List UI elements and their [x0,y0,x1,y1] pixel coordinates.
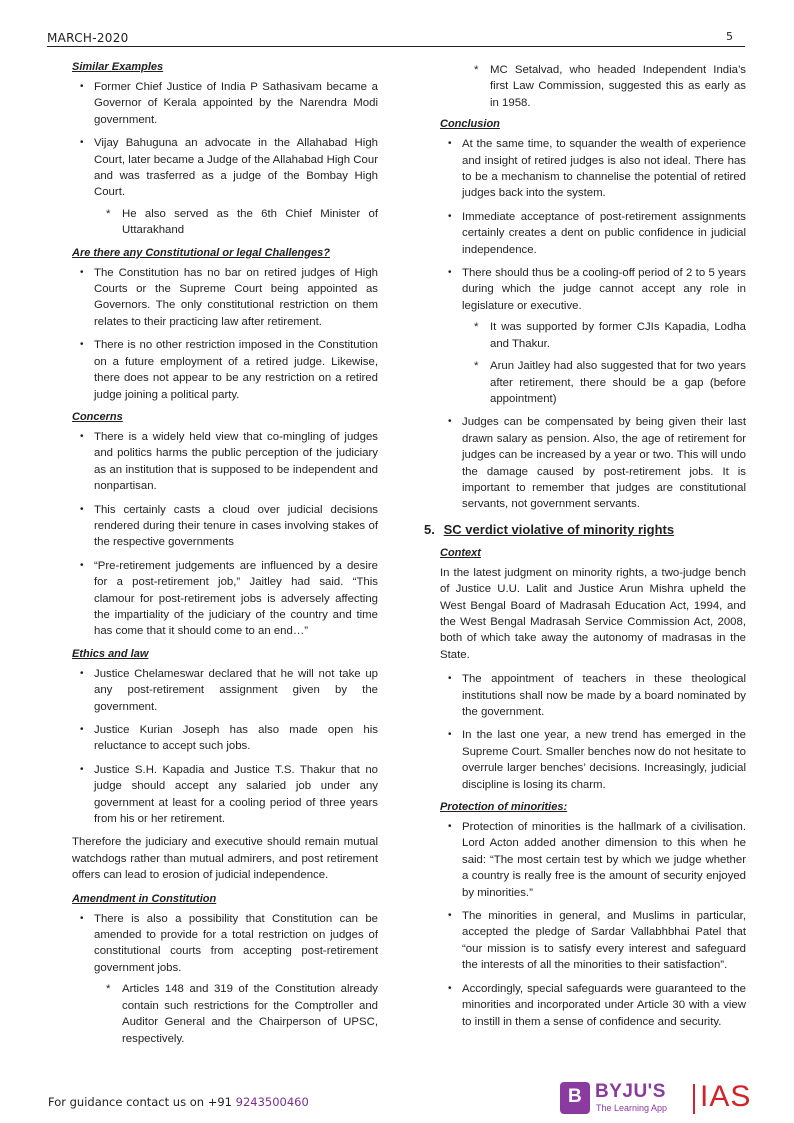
page-number: 5 [726,30,733,43]
bullet-icon: • [80,763,84,775]
section-number: 5. [424,521,435,537]
list-item: • Immediate acceptance of post-retirement assignments certainly creates a dent on public confidence in judicial independence. [448,210,746,256]
list-item: • The minorities in general, and Muslims in particular, accepted the pledge of Sardar Vallabhbhai Patel that “our mission is to satisfy every interest and safeguard the interests of all the minorities to their satisfaction”. [448,910,746,972]
heading-conclusion: Conclusion [440,118,500,131]
challenges-list [70,265,378,403]
bullet-icon: • [80,503,84,515]
bullet-icon: • [80,912,84,924]
bullet-icon: • [448,729,452,741]
sub-list [94,206,378,239]
section-title: SC verdict violative of minority rights [443,521,675,537]
heading-ethics-and-law: Ethics and law [72,647,149,660]
bullet-icon: • [80,559,84,571]
list-item: • “Pre-retirement judgements are influenced by a desire for a post-retirement job,” Jaitley had said. “This clamour for post-retirement jobs is adversely affecting the impartiality of the judiciary of the country and time has come that it should come to an end…” [80,559,378,638]
heading-amendment: Amendment in Constitution [72,892,217,905]
list-item: • There should thus be a cooling-off period of 2 to 5 years during which the judge cannot accept any role in legislature or executive. * It was supported by former CJIs Kapadia, Lodha and Thakur. * Arun Jaitley had also suggested that for two years after retirement, there should be a gap (before appointment) [462,265,746,407]
sub-list-item: * MC Setalvad, who headed Independent India’s first Law Commission, suggested this as early as in 1958. [474,64,746,109]
logo-ias: IAS [700,1080,752,1113]
asterisk-icon: * [106,207,111,220]
bullet-icon: • [448,821,452,833]
byjus-ias-logo [560,1082,750,1118]
list-item: • This certainly casts a cloud over judicial decisions rendered during their tenure in cases involving stakes of the respective governments [80,503,378,549]
bullet-icon: • [80,667,84,679]
bullet-icon: • [448,138,452,150]
bullet-icon: • [80,81,84,92]
ethics-list [70,666,378,828]
sub-list [94,981,378,1047]
bullet-icon: • [80,266,84,278]
phone-number[interactable]: 9243500460 [235,1095,309,1109]
logo-divider [693,1084,695,1114]
list-item: • Justice Kurian Joseph has also made open his reluctance to accept such jobs. [80,724,378,753]
heading-concerns: Concerns [72,410,123,423]
list-item: • Justice S.H. Kapadia and Justice T.S. Thakur that no judge should accept any salaried job under any government at least for a cooling period of three years from his or her retirement. [80,763,378,826]
section-heading [424,521,746,539]
heading-similar-examples: Similar Examples [72,61,164,73]
heading-protection: Protection of minorities: [440,801,568,814]
list-item: • The appointment of teachers in these theological institutions shall now be made by a board nominated by the government. [448,673,746,718]
amendment-list [70,911,378,1047]
bullet-icon: • [80,430,84,442]
byjus-logo-icon: B [560,1082,590,1114]
list-item: • There is also a possibility that Constitution can be amended to provide for a total restriction on judges of constitutional courts from accepting post-retirement government jobs. * Articles 148 and 319 of the Constitution already contain such restrictions for the Comptroller and Auditor General and the Chairperson of UPSC, respectively. [94,911,378,1047]
list-item: • Former Chief Justice of India P Sathasivam became a Governor of Kerala appointed by the Narendra Modi government. [80,81,378,126]
sub-list [462,319,746,407]
footer-contact [48,1095,309,1109]
bullet-icon: • [80,339,84,351]
therefore-paragraph: Therefore the judiciary and executive should remain mutual watchdogs rather than mutual admirers, and post retirement offers can lead to erosion of judicial independence. [72,836,378,882]
bullet-icon: • [448,910,452,922]
list-item: • Protection of minorities is the hallmark of a civilisation. Lord Acton added another dimension to this when he said: “The most certain test by which we judge whether a country is really free is the amount of security enjoyed by minorities.” [448,821,746,899]
heading-challenges: Are there any Constitutional or legal Challenges? [72,246,330,259]
list-item: • The Constitution has no bar on retired judges of High Courts or the Supreme Court being appointed as Governors. The only constitutional restriction on them relates to their practicing law after retirement. [80,266,378,328]
list-item: • Vijay Bahuguna an advocate in the Allahabad High Court, later became a Judge of the Allahabad High Cour and was trasferred as a judge of the Bombay High Court. * He also served as the 6th Chief Minister of Uttarakhand [94,135,378,238]
right-column [424,62,746,1037]
list-item: • Justice Chelameswar declared that he will not take up any post-retirement assignment given by the government. [80,667,378,713]
list-item: • In the last one year, a new trend has emerged in the Supreme Court. Smaller benches now do not hesitate to overrule larger benches’ decisions. Increasingly, judicial discipline is losing its charm. [448,729,746,791]
issue-month: MARCH-2020 [47,31,129,45]
bullet-icon: • [80,724,84,735]
list-item: • There is a widely held view that co-mingling of judges and politics harms the public perception of the judiciary as an institution that is supposed to be independent and nonpartisan. [80,430,378,493]
left-column [70,60,378,1054]
continued-sub-list [438,62,746,111]
bullet-icon: • [80,137,84,149]
page-header [47,31,745,47]
bullet-icon: • [448,982,452,994]
bullet-icon: • [448,210,452,222]
asterisk-icon: * [474,64,479,76]
asterisk-icon: * [106,983,111,996]
logo-wordmark: BYJU'S [595,1081,666,1102]
bullet-icon: • [448,267,452,279]
similar-examples-list [70,79,378,239]
sub-list-item: * It was supported by former CJIs Kapadia, Lodha and Thakur. [474,321,746,350]
list-item: • Judges can be compensated by being given their last drawn salary as pension. Also, the age of retirement for judges can be increased by a year or two. This will undo the damage caused by post-retirement jobs. It is important to remember that judges are constitutional servants, not government servants. [448,416,746,511]
asterisk-icon: * [474,360,479,373]
bullet-icon: • [448,673,452,685]
concerns-list [70,429,378,640]
context-list [438,671,746,793]
heading-context: Context [440,546,481,559]
sub-list-item: * Arun Jaitley had also suggested that for two years after retirement, there should be a gap (before appointment) [474,360,746,405]
list-item: • There is no other restriction imposed in the Constitution on a future employment of a retired judge. Likewise, there does not appear to be any restriction on a retired judge joining a political party. [80,339,378,401]
conclusion-list [438,136,746,513]
list-item: • At the same time, to squander the wealth of experience and insight of retired judges is also not ideal. There has to be a mechanism to channelise the potential of retired judges back into the system. [448,138,746,200]
bullet-icon: • [448,416,452,428]
list-item: • Accordingly, special safeguards were guaranteed to the minorities and incorporated under Article 30 with a view to instill in them a sense of confidence and security. [448,982,746,1028]
context-paragraph: In the latest judgment on minority rights, a two-judge bench of Justice U.U. Lalit and Justice Arun Mishra upheld the West Bengal Board of Madrasah Education Act, 1994, and the West Bengal Madrasah Service Commission Act, 2008, both of which take away the autonomy of madrasas in the State. [440,566,746,661]
asterisk-icon: * [474,321,479,334]
sub-list-item: * Articles 148 and 319 of the Constitution already contain such restrictions for the Comptroller and Auditor General and the Chairperson of UPSC, respectively. [106,983,378,1045]
sub-list-item: * He also served as the 6th Chief Minister of Uttarakhand [106,207,378,237]
logo-tagline: The Learning App [596,1103,668,1113]
contact-text: For guidance contact us on +91 [48,1095,232,1109]
protection-list [438,819,746,1030]
